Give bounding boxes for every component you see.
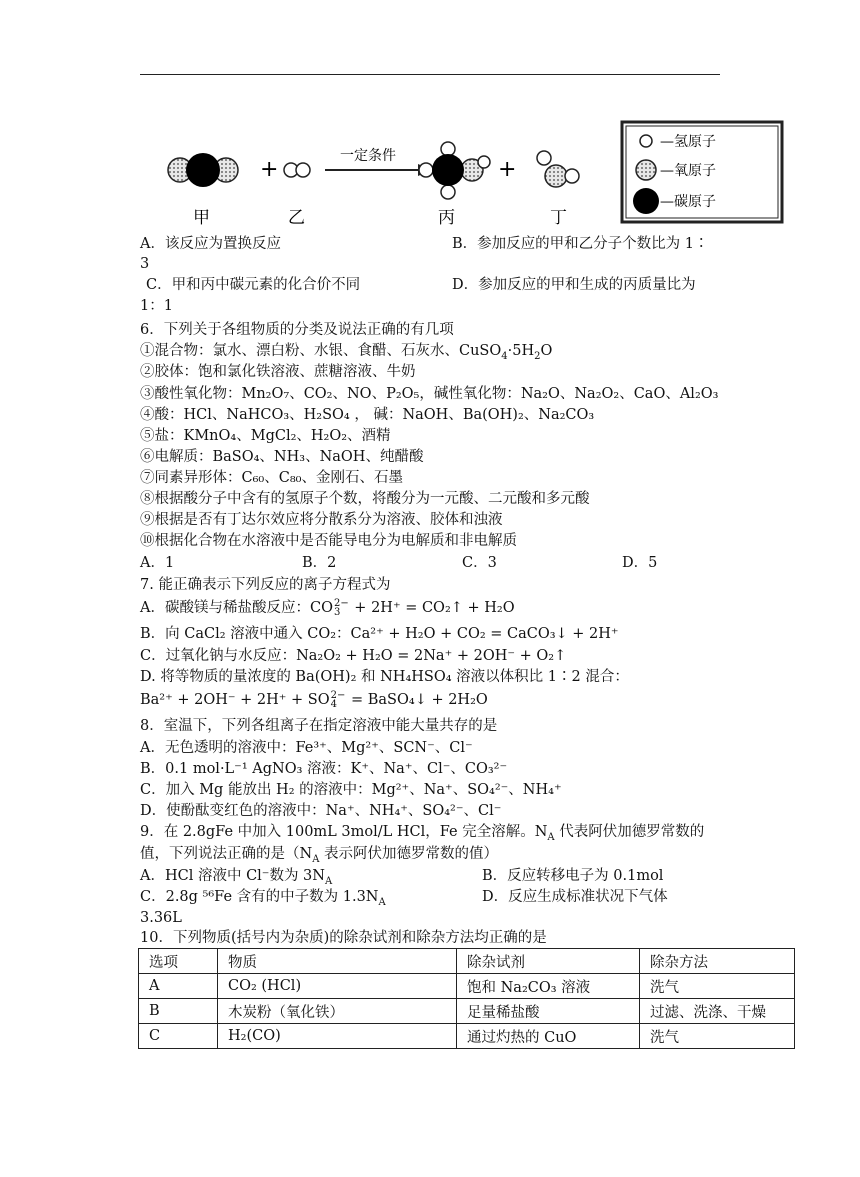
q5-option-d: D．参加反应的甲和生成的丙质量比为 xyxy=(452,277,696,293)
q7-option-d: D. 将等物质的量浓度的 Ba(OH)₂ 和 NH₄HSO₄ 溶液以体积比 1∶2 混合： xyxy=(140,669,629,685)
q6-item-9: ⑨根据是否有丁达尔效应将分散系分为溶液、胶体和浊液 xyxy=(140,512,503,528)
label-bing: 丙 xyxy=(438,208,455,228)
q6-item-2: ②胶体：饱和氯化铁溶液、蔗糖溶液、牛奶 xyxy=(140,364,416,380)
q6-stem: 6．下列关于各组物质的分类及说法正确的有几项 xyxy=(140,322,454,338)
svg-text:—氧原子: —氧原子 xyxy=(660,163,716,179)
molecule-bing xyxy=(419,142,490,199)
table-cell: 足量稀盐酸 xyxy=(457,999,640,1024)
q6-item-4: ④酸：HCl、NaHCO₃、H₂SO₄ ， 碱：NaOH、Ba(OH)₂、Na₂CO₃ xyxy=(140,407,595,423)
q7-stem: 7. 能正确表示下列反应的离子方程式为 xyxy=(140,577,391,593)
q6-item-6: ⑥电解质：BaSO₄、NH₃、NaOH、纯醋酸 xyxy=(140,449,424,465)
table-cell: 过滤、洗涤、干燥 xyxy=(640,999,795,1024)
q8-stem: 8．室温下，下列各组离子在指定溶液中能大量共存的是 xyxy=(140,718,498,734)
q10-table xyxy=(138,948,795,1049)
q7-option-a: A．碳酸镁与稀盐酸反应：CO2− 3 + 2H⁺ = CO₂↑ + H₂O xyxy=(140,598,515,618)
table-header-cell: 除杂试剂 xyxy=(457,949,640,974)
table-header-row xyxy=(139,949,795,974)
q9-stem: 9．在 2.8gFe 中加入 100mL 3mol/L HCl，Fe 完全溶解。$N_A$ 代表阿伏加德罗常数的 xyxy=(140,824,705,843)
q9-option-c: C．2.8g ⁵⁶Fe 含有的中子数为 $1.3N_A$ xyxy=(140,889,386,908)
table-cell: 饱和 Na₂CO₃ 溶液 xyxy=(457,974,640,999)
q6-option-d: D．5 xyxy=(622,555,658,571)
table-header-cell: 物质 xyxy=(218,949,457,974)
arrow-condition: 一定条件 xyxy=(340,148,396,164)
q9-option-d: D．反应生成标准状况下气体 xyxy=(482,889,668,905)
q9-option-a: A．HCl 溶液中 Cl⁻数为 $3N_A$ xyxy=(140,868,333,887)
q6-option-b: B．2 xyxy=(302,555,337,571)
molecule-yi xyxy=(284,163,310,177)
table-header-cell: 除杂方法 xyxy=(640,949,795,974)
table-cell: 洗气 xyxy=(640,974,795,999)
table-row xyxy=(139,1024,795,1049)
q5-option-b: B．参加反应的甲和乙分子个数比为 1∶ xyxy=(452,236,709,252)
q8-option-d: D．使酚酞变红色的溶液中：Na⁺、NH₄⁺、SO₄²⁻、Cl⁻ xyxy=(140,803,502,819)
table-row xyxy=(139,999,795,1024)
q6-item-10: ⑩根据化合物在水溶液中是否能导电分为电解质和非电解质 xyxy=(140,533,517,549)
label-jia: 甲 xyxy=(193,208,210,228)
table-cell: 木炭粉（氧化铁） xyxy=(218,999,457,1024)
plus-1: + xyxy=(260,157,279,182)
q7-option-b: B．向 CaCl₂ 溶液中通入 CO₂：Ca²⁺ + H₂O + CO₂ = CaCO₃↓ + 2H⁺ xyxy=(140,626,619,642)
q9-stem-cont: 值，下列说法正确的是（$N_A$ 表示阿伏加德罗常数的值） xyxy=(140,846,499,865)
table-cell: CO₂ (HCl) xyxy=(218,974,457,999)
table-cell: H₂(CO) xyxy=(218,1024,457,1049)
label-yi: 乙 xyxy=(288,208,305,228)
q7-option-c: C．过氧化钠与水反应：Na₂O₂ + H₂O = 2Na⁺ + 2OH⁻ + O₂↑ xyxy=(140,648,567,664)
q5-option-a: A．该反应为置换反应 xyxy=(140,236,281,252)
q6-item-8: ⑧根据酸分子中含有的氢原子个数，将酸分为一元酸、二元酸和多元酸 xyxy=(140,491,590,507)
molecule-ding xyxy=(537,151,579,187)
q8-option-b: B．0.1 mol·L⁻¹ AgNO₃ 溶液：K⁺、Na⁺、Cl⁻、CO₃²⁻ xyxy=(140,761,508,777)
q6-item-1: ①混合物：氯水、漂白粉、水银、食醋、石灰水、$CuSO_4\cdot 5H_2O$ xyxy=(140,343,553,362)
q6-item-3: ③酸性氧化物：Mn₂O₇、CO₂、NO、P₂O₅，碱性氧化物：Na₂O、Na₂O₂、CaO、Al₂O₃ xyxy=(140,386,719,402)
table-header-cell: 选项 xyxy=(139,949,218,974)
svg-text:—碳原子: —碳原子 xyxy=(660,194,716,210)
q6-item-7: ⑦同素异形体：C₆₀、C₈₀、金刚石、石墨 xyxy=(140,470,403,486)
molecule-jia xyxy=(168,153,238,187)
label-ding: 丁 xyxy=(550,208,567,228)
q9-option-d-wrap: 3.36L xyxy=(140,910,182,926)
table-cell: B xyxy=(139,999,218,1024)
plus-2: + xyxy=(498,157,517,182)
q6-option-c: C．3 xyxy=(462,555,497,571)
q9-option-b: B．反应转移电子为 0.1mol xyxy=(482,868,664,884)
q8-option-a: A．无色透明的溶液中：Fe³⁺、Mg²⁺、SCN⁻、Cl⁻ xyxy=(140,740,473,756)
q10-stem: 10．下列物质(括号内为杂质)的除杂试剂和除杂方法均正确的是 xyxy=(140,930,547,946)
table-cell: 通过灼热的 CuO xyxy=(457,1024,640,1049)
table-cell: A xyxy=(139,974,218,999)
q6-option-a: A．1 xyxy=(140,555,175,571)
table-row xyxy=(139,974,795,999)
q5-option-d-wrap: 1：1 xyxy=(140,298,173,314)
reaction-diagram xyxy=(160,118,785,233)
q5-option-c: C．甲和丙中碳元素的化合价不同 xyxy=(146,277,361,293)
header-rule xyxy=(140,74,720,75)
q6-item-5: ⑤盐：KMnO₄、MgCl₂、H₂O₂、酒精 xyxy=(140,428,391,444)
table-cell: 洗气 xyxy=(640,1024,795,1049)
svg-text:—氢原子: —氢原子 xyxy=(660,134,716,150)
q5-option-b-wrap: 3 xyxy=(140,256,150,272)
legend xyxy=(622,122,782,222)
table-cell: C xyxy=(139,1024,218,1049)
q7-option-d-equation: Ba²⁺ + 2OH⁻ + 2H⁺ + SO2− 4 = BaSO₄↓ + 2H₂O xyxy=(140,690,488,710)
q8-option-c: C．加入 Mg 能放出 H₂ 的溶液中：Mg²⁺、Na⁺、SO₄²⁻、NH₄⁺ xyxy=(140,782,562,798)
